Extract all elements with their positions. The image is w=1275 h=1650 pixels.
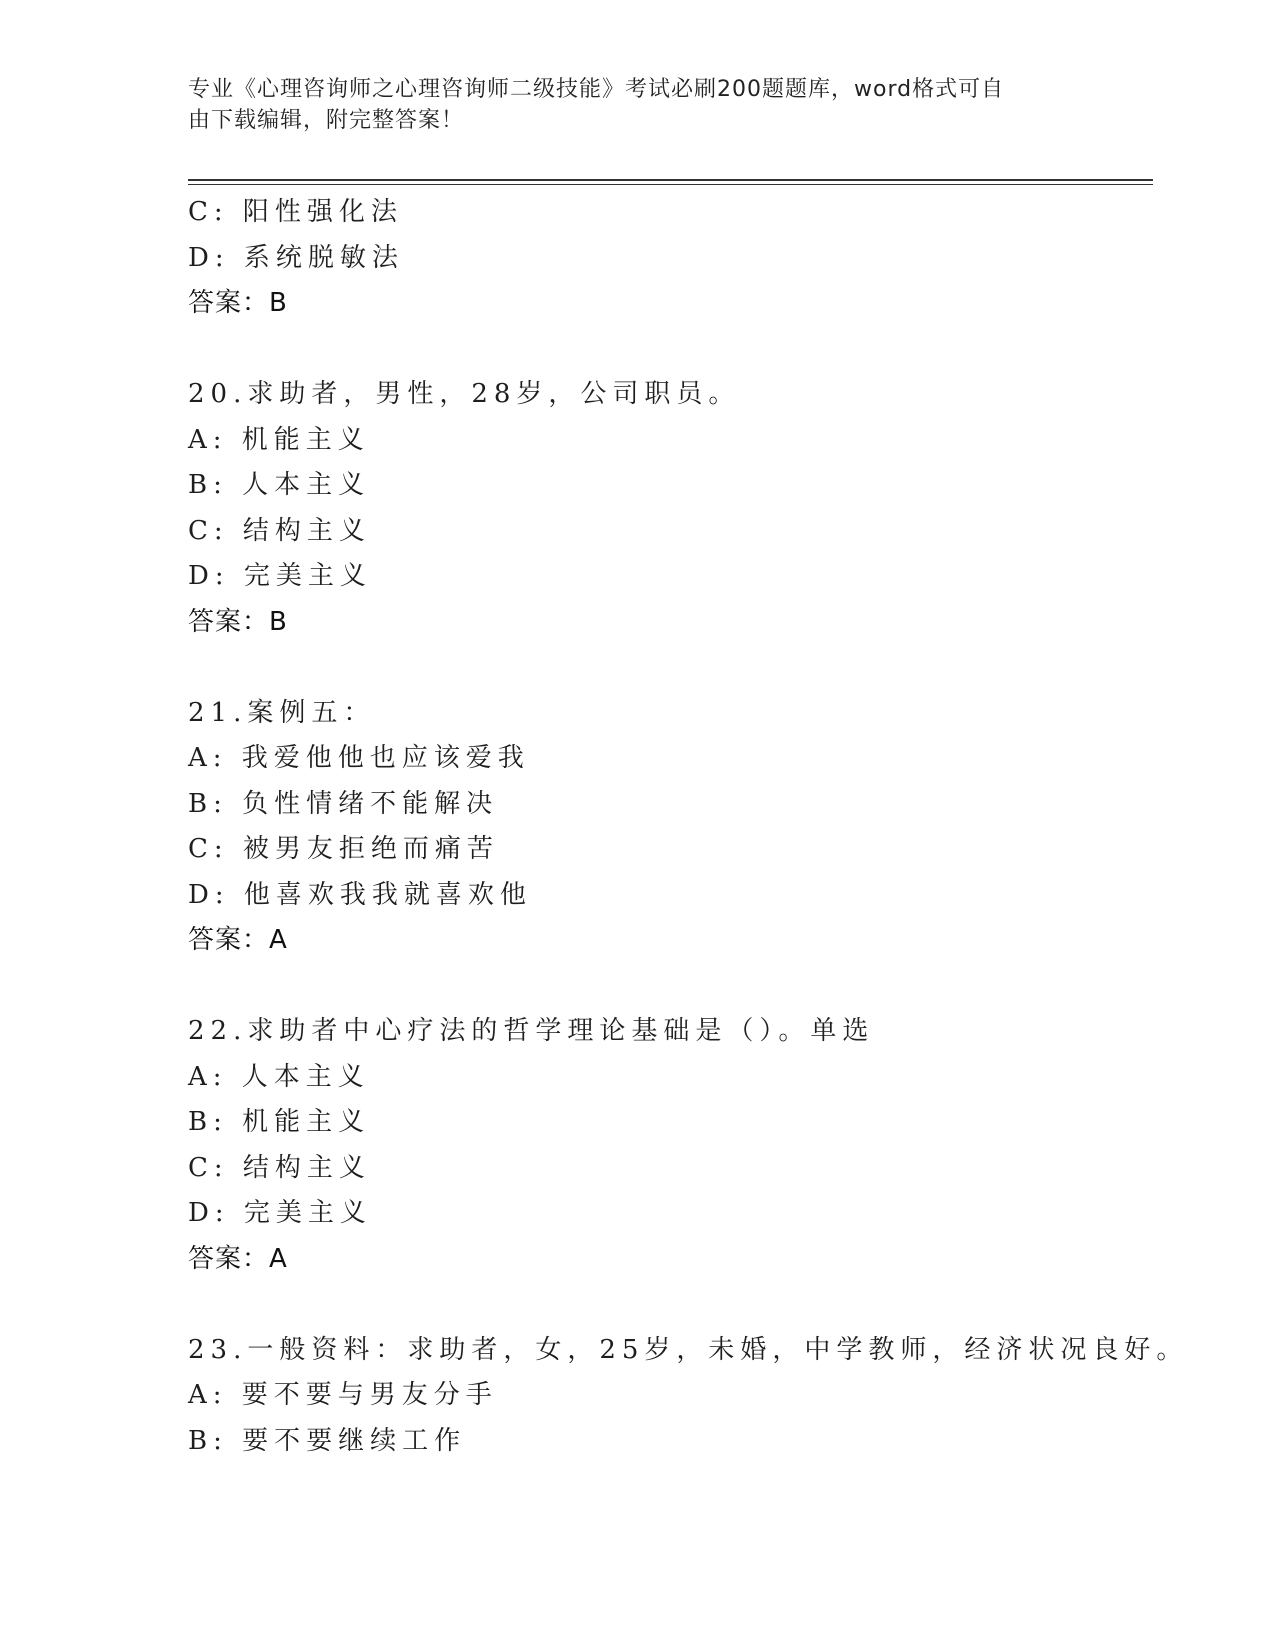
question-block-23 — [188, 1328, 1189, 1465]
answer-line: 答案：A — [188, 925, 288, 955]
header-line-1: 专业《心理咨询师之心理咨询师二级技能》考试必刷200题题库，word格式可自 — [188, 77, 1005, 102]
question-text: 21.案例五： — [188, 697, 376, 728]
question-text: 23.一般资料：求助者，女，25岁，未婚，中学教师，经济状况良好。 — [188, 1334, 1189, 1365]
option-c: C: 被男友拒绝而痛苦 — [188, 834, 499, 864]
option-d: D: 他喜欢我我就喜欢他 — [188, 879, 532, 910]
header-line-2: 由下载编辑，附完整答案！ — [188, 108, 465, 133]
answer-line: 答案：A — [188, 1243, 288, 1274]
option-c: C: 结构主义 — [188, 515, 371, 546]
question-block-22 — [188, 1009, 1148, 1282]
option-b: B: 机能主义 — [188, 1107, 371, 1137]
option-d: D: 系统脱敏法 — [188, 242, 404, 273]
question-list — [188, 190, 1189, 1464]
question-block-20 — [188, 372, 1148, 645]
option-b: B: 人本主义 — [188, 470, 371, 500]
option-d: D: 完美主义 — [188, 1198, 372, 1228]
answer-line: 答案：B — [188, 606, 288, 637]
option-a: A: 要不要与男友分手 — [188, 1380, 498, 1410]
option-a: A: 我爱他他也应该爱我 — [188, 743, 530, 773]
option-d: D: 完美主义 — [188, 561, 372, 591]
document-header — [188, 74, 1068, 136]
question-block-19 — [188, 190, 1148, 327]
header-divider-thick — [188, 179, 1153, 181]
option-c: C: 阳性强化法 — [188, 197, 403, 227]
option-a: A: 人本主义 — [188, 1061, 370, 1092]
question-block-21 — [188, 691, 1148, 964]
option-a: A: 机能主义 — [188, 424, 370, 455]
option-c: C: 结构主义 — [188, 1152, 371, 1183]
option-b: B: 要不要继续工作 — [188, 1425, 467, 1456]
option-b: B: 负性情绪不能解决 — [188, 788, 499, 819]
question-text: 22.求助者中心疗法的哲学理论基础是（）。单选 — [188, 1016, 875, 1046]
header-divider-thin — [188, 184, 1153, 185]
question-text: 20.求助者，男性，28岁，公司职员。 — [188, 379, 741, 409]
answer-line: 答案：B — [188, 288, 288, 318]
